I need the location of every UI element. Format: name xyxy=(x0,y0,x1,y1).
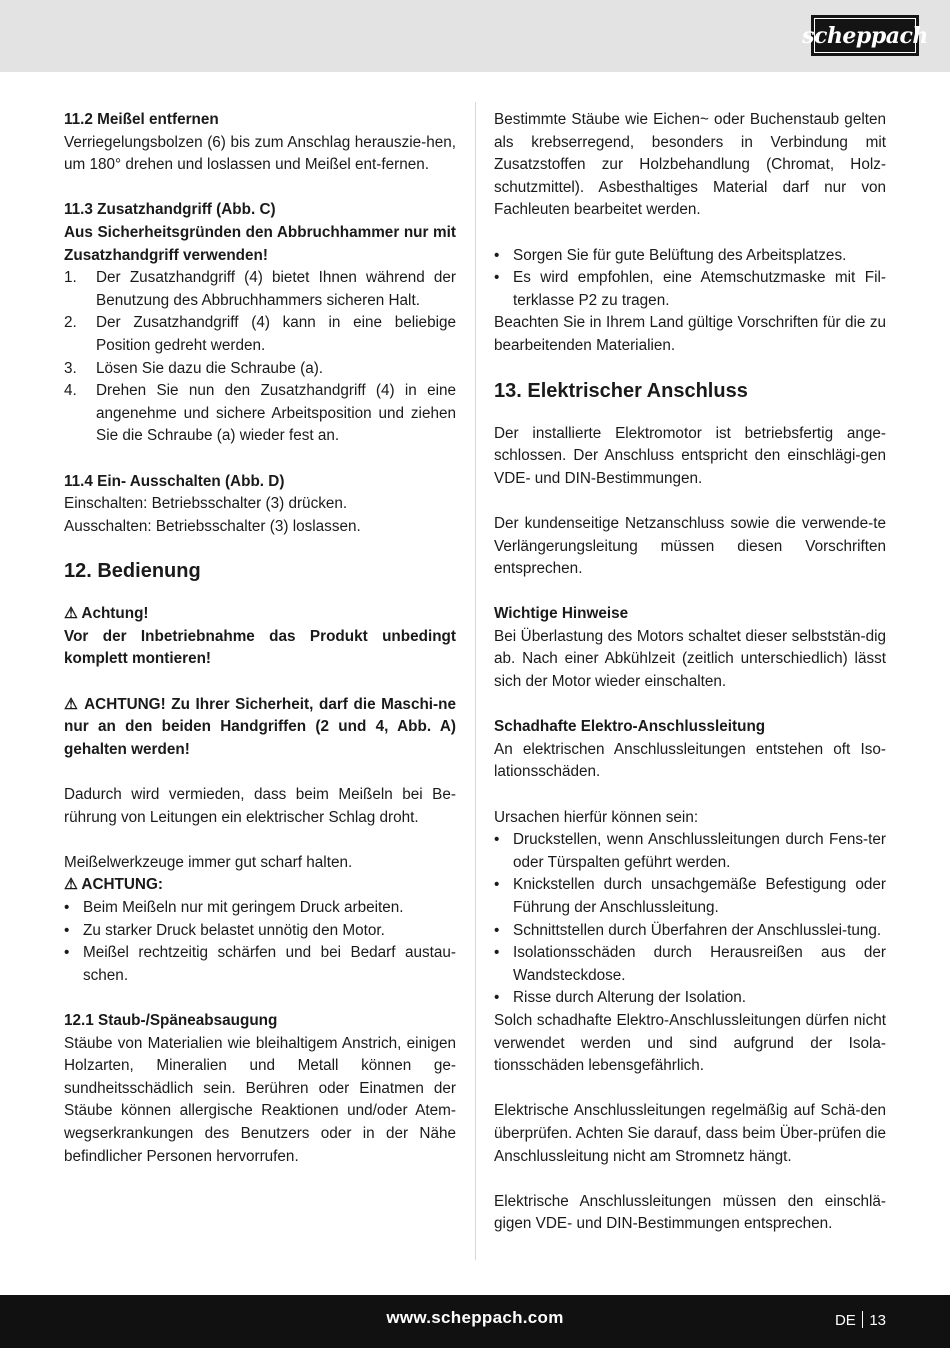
dust-bullets xyxy=(494,245,886,313)
causes-intro: Ursachen hierfür können sein: xyxy=(494,808,699,826)
section-11-3-steps xyxy=(64,267,456,448)
attention-label-2: ⚠ ACHTUNG: xyxy=(64,876,163,894)
list-item: • Knickstellen durch unsachgemäße Befestigung oder Führung der Anschlussleitung. xyxy=(494,876,886,916)
check-text: Elektrische Anschlussleitungen regelmäßig auf Schä-den überprüfen. Achten Sie darauf, dass beim Über-prüfen die Anschlussleitung nicht am Stromnetz hängt. xyxy=(494,1102,887,1165)
list-item: • Zu starker Druck belastet unnötig den Motor. xyxy=(64,921,385,939)
list-item: • Es wird empfohlen, eine Atemschutzmaske mit Fil-terklasse P2 zu tragen. xyxy=(494,269,886,309)
right-column xyxy=(494,109,886,1236)
page-number: 13 xyxy=(869,1312,886,1329)
causes-list xyxy=(494,829,886,1010)
hint-text: Bei Überlastung des Motors schaltet dieser selbststän-dig ab. Nach einer Abkühlzeit (zeitlich unterschiedlich) lässt sich der Motor wieder einschalten. xyxy=(494,627,886,691)
section-13-heading: 13. Elektrischer Anschluss xyxy=(494,379,748,402)
section-12-heading: 12. Bedienung xyxy=(64,560,201,583)
chisel-bullets xyxy=(64,897,456,987)
attention-text: Vor der Inbetriebnahme das Produkt unbedingt komplett montieren! xyxy=(64,627,456,668)
mains-para: Der kundenseitige Netzanschluss sowie die verwende-te Verlängerungsleitung müssen diesen Vorschriften entsprechen. xyxy=(494,514,886,578)
list-item: 3. Lösen Sie dazu die Schraube (a). xyxy=(64,359,324,377)
list-item: • Meißel rechtzeitig schärfen und bei Bedarf austau-schen. xyxy=(64,944,456,984)
sharpness-note: Meißelwerkzeuge immer gut scharf halten. xyxy=(64,853,353,871)
attention-label: ⚠ Achtung! xyxy=(64,605,149,623)
list-item: • Beim Meißeln nur mit geringem Druck arbeiten. xyxy=(64,899,404,916)
section-11-2-text: Verriegelungsbolzen (6) bis zum Anschlag herauszie-hen, um 180° drehen und loslassen und Meißel ent-fernen. xyxy=(64,133,456,174)
dust-intro: Bestimmte Stäube wie Eichen~ oder Buchenstaub gelten als krebserregend, besonders in Verbindung mit Zusatzstoffen zur Holzbehandlung (Chromat, Holz-schutzmittel). Asbesthaltiges Material darf nur von Fachleuten bearbeitet werden. xyxy=(494,111,886,219)
website-link[interactable]: www.scheppach.com xyxy=(386,1308,564,1327)
switch-on-text: Einschalten: Betriebsschalter (3) drücken. xyxy=(64,495,348,513)
section-12-1-title: 12.1 Staub-/Späneabsaugung xyxy=(64,1011,278,1029)
section-12-1-text: Stäube von Materialien wie bleihaltigem Anstrich, einigen Holzarten, Mineralien und Metall können ge-sundheitsschädlich sein. Berühren oder Einatmen der Stäube können allergische Reaktionen und/oder Atem-wegserkrankungen des Benutzers oder in der Nähe befindlicher Personen hervorrufen. xyxy=(64,1034,456,1165)
list-item: • Druckstellen, wenn Anschlussleitungen durch Fens-ter oder Türspalten geführt werden. xyxy=(494,831,886,871)
left-column xyxy=(64,109,456,1168)
switch-off-text: Ausschalten: Betriebsschalter (3) loslassen. xyxy=(64,517,361,535)
danger-text: Solch schadhafte Elektro-Anschlussleitungen dürfen nicht verwendet werden und sind aufgrund der Isola-tionsschäden lebensgefährlich. xyxy=(494,1011,886,1075)
brand-name: scheppach xyxy=(802,22,928,49)
page-separator xyxy=(862,1311,864,1328)
regulations-note: Beachten Sie in Ihrem Land gültige Vorschriften für die zu bearbeitenden Materialien. xyxy=(494,314,886,354)
page-footer xyxy=(0,1295,950,1348)
cable-title: Schadhafte Elektro-Anschlussleitung xyxy=(494,718,766,736)
hint-title: Wichtige Hinweise xyxy=(494,605,629,623)
section-11-2-title: 11.2 Meißel entfernen xyxy=(64,111,219,128)
list-item: 4. Drehen Sie nun den Zusatzhandgriff (4) in eine angenehme und sichere Arbeitsposition und ziehen Sie die Schraube (a) wieder fest an. xyxy=(64,382,456,445)
page-header xyxy=(0,0,950,72)
list-item: 1. Der Zusatzhandgriff (4) bietet Ihnen während der Benutzung des Abbruchhammers sicheren Halt. xyxy=(64,269,456,309)
brand-logo xyxy=(802,15,928,56)
section-11-4-title: 11.4 Ein- Ausschalten (Abb. D) xyxy=(64,472,285,490)
section-11-3-title: 11.3 Zusatzhandgriff (Abb. C) xyxy=(64,201,276,219)
list-item: 2. Der Zusatzhandgriff (4) kann in eine beliebige Position gedreht werden. xyxy=(64,314,456,354)
section-11-3-warning: Aus Sicherheitsgründen den Abbruchhammer nur mit Zusatzhandgriff verwenden! xyxy=(64,223,456,264)
shock-note: Dadurch wird vermieden, dass beim Meißeln bei Be-rührung von Leitungen ein elektrischer Schlag droht. xyxy=(64,786,456,826)
list-item: • Risse durch Alterung der Isolation. xyxy=(494,989,746,1007)
column-divider xyxy=(475,102,476,1260)
safety-warning: ⚠ ACHTUNG! Zu Ihrer Sicherheit, darf die Maschi-ne nur an den beiden Handgriffen (2 und 4, Abb. A) gehalten werden! xyxy=(64,695,456,758)
list-item: • Isolationsschäden durch Herausreißen aus der Wandsteckdose. xyxy=(494,944,886,984)
language-code: DE xyxy=(834,1312,856,1329)
list-item: • Schnittstellen durch Überfahren der Anschlusslei-tung. xyxy=(494,921,882,939)
motor-para: Der installierte Elektromotor ist betriebsfertig ange-schlossen. Der Anschluss entspricht den einschlägi-gen VDE- und DIN-Bestimmungen. xyxy=(494,424,886,487)
cable-text: An elektrischen Anschlussleitungen entstehen oft Iso-lationsschäden. xyxy=(494,740,886,781)
page-indicator xyxy=(835,1311,886,1329)
rules-text: Elektrische Anschlussleitungen müssen den einschlä-gigen VDE- und DIN-Bestimmungen entsprechen. xyxy=(494,1192,886,1233)
list-item: • Sorgen Sie für gute Belüftung des Arbeitsplatzes. xyxy=(494,246,847,264)
